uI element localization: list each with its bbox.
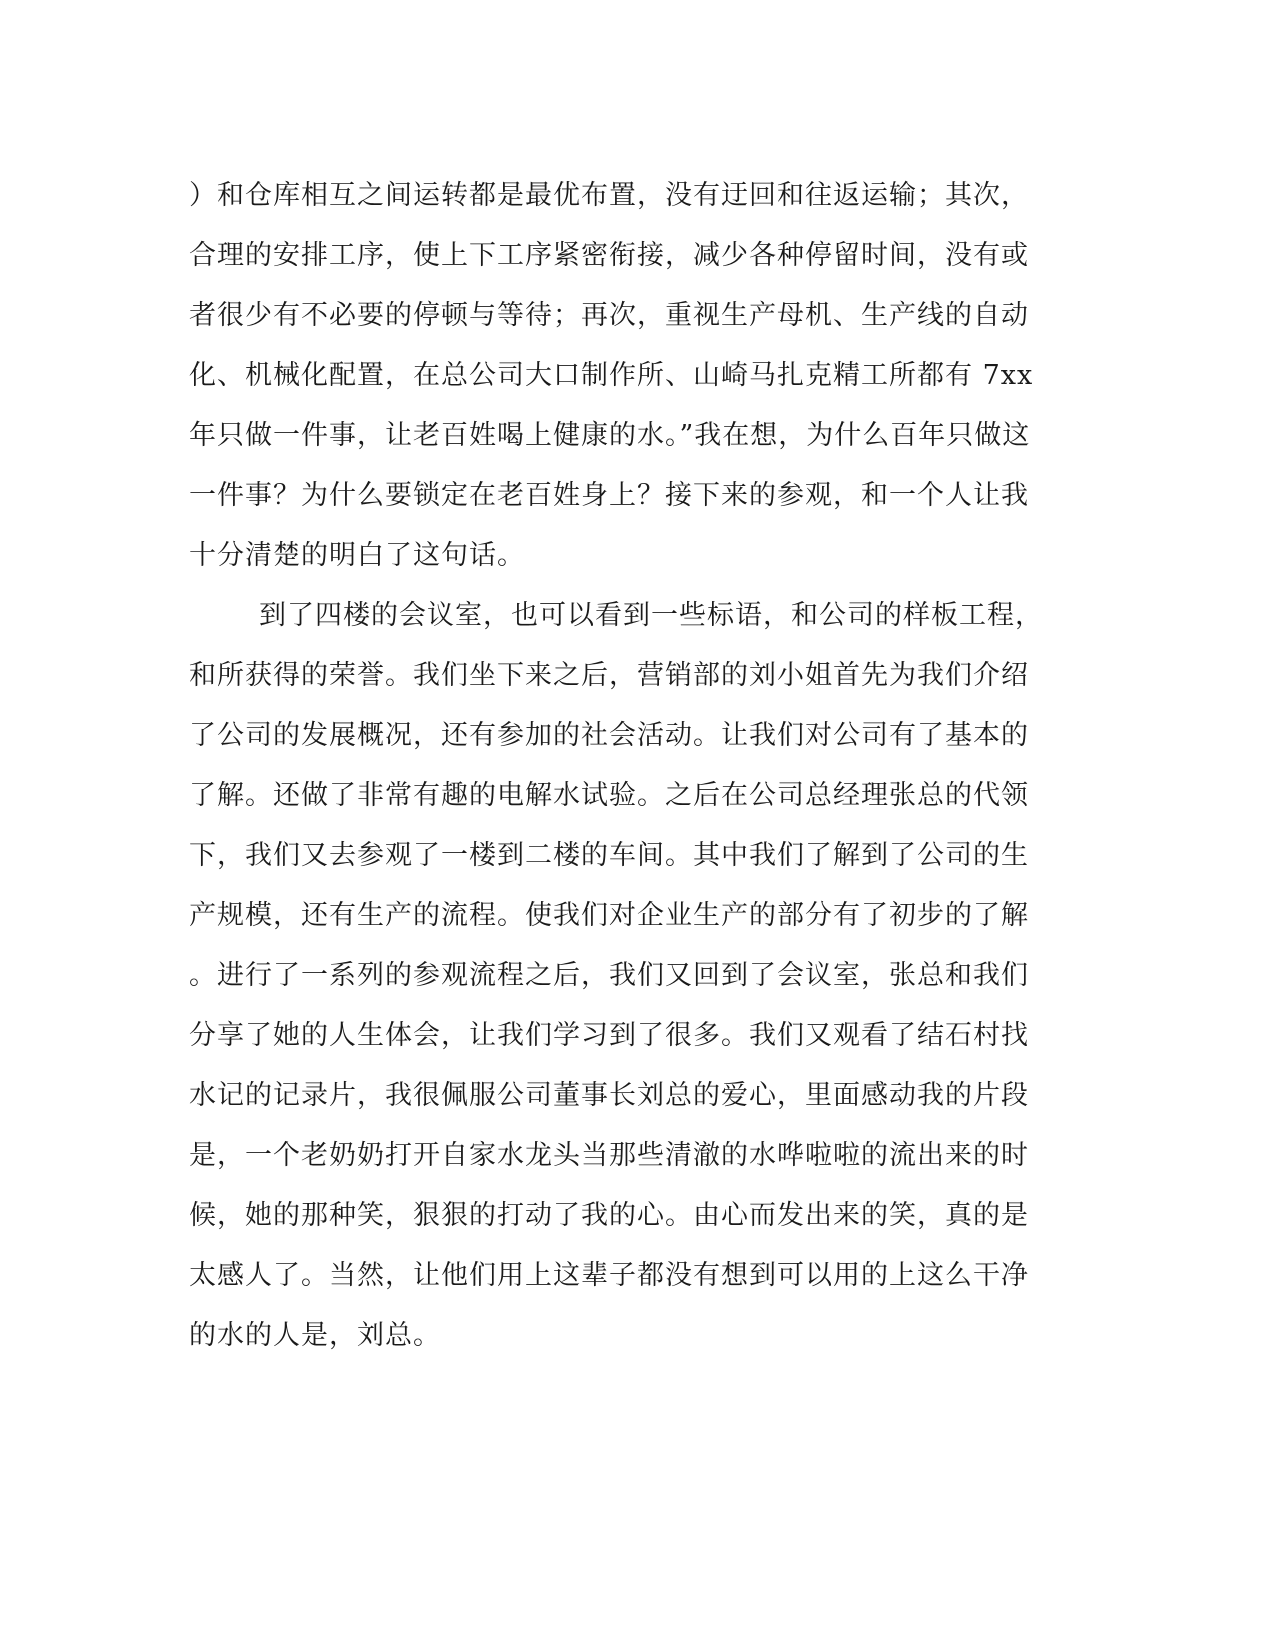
text-line: ）和仓库相互之间运转都是最优布置，没有迂回和往返运输；其次， [189, 180, 1029, 211]
body-text [189, 166, 1069, 1366]
text-line: 年只做一件事，让老百姓喝上健康的水。”我在想，为什么百年只做这 [189, 420, 1031, 451]
text-line: 和所获得的荣誉。我们坐下来之后，营销部的刘小姐首先为我们介绍 [189, 660, 1029, 691]
text-line: 一件事？为什么要锁定在老百姓身上？接下来的参观，和一个人让我 [189, 480, 1029, 511]
text-line: 分享了她的人生体会，让我们学习到了很多。我们又观看了结石村找 [189, 1020, 1029, 1051]
text-line: 产规模，还有生产的流程。使我们对企业生产的部分有了初步的了解 [189, 900, 1029, 931]
text-line: 太感人了。当然，让他们用上这辈子都没有想到可以用的上这么干净 [189, 1260, 1029, 1291]
text-line: 。进行了一系列的参观流程之后，我们又回到了会议室，张总和我们 [189, 960, 1029, 991]
text-line: 了公司的发展概况，还有参加的社会活动。让我们对公司有了基本的 [189, 720, 1029, 751]
text-line: 的水的人是，刘总。 [189, 1320, 441, 1351]
text-line: 候，她的那种笑，狠狠的打动了我的心。由心而发出来的笑，真的是 [189, 1200, 1029, 1231]
paragraph-start-line: 到了四楼的会议室，也可以看到一些标语，和公司的样板工程， [259, 600, 1043, 631]
text-line: 化、机械化配置，在总公司大口制作所、山崎马扎克精工所都有 7xx [189, 360, 1034, 391]
text-line: 者很少有不必要的停顿与等待；再次，重视生产母机、生产线的自动 [189, 300, 1029, 331]
text-line: 水记的记录片，我很佩服公司董事长刘总的爱心，里面感动我的片段 [189, 1080, 1029, 1111]
text-line: 是，一个老奶奶打开自家水龙头当那些清澈的水哗啦啦的流出来的时 [189, 1140, 1029, 1171]
text-line: 了解。还做了非常有趣的电解水试验。之后在公司总经理张总的代领 [189, 780, 1029, 811]
text-line: 合理的安排工序，使上下工序紧密衔接，减少各种停留时间，没有或 [189, 240, 1029, 271]
text-line: 下，我们又去参观了一楼到二楼的车间。其中我们了解到了公司的生 [189, 840, 1029, 871]
text-line: 十分清楚的明白了这句话。 [189, 540, 525, 571]
